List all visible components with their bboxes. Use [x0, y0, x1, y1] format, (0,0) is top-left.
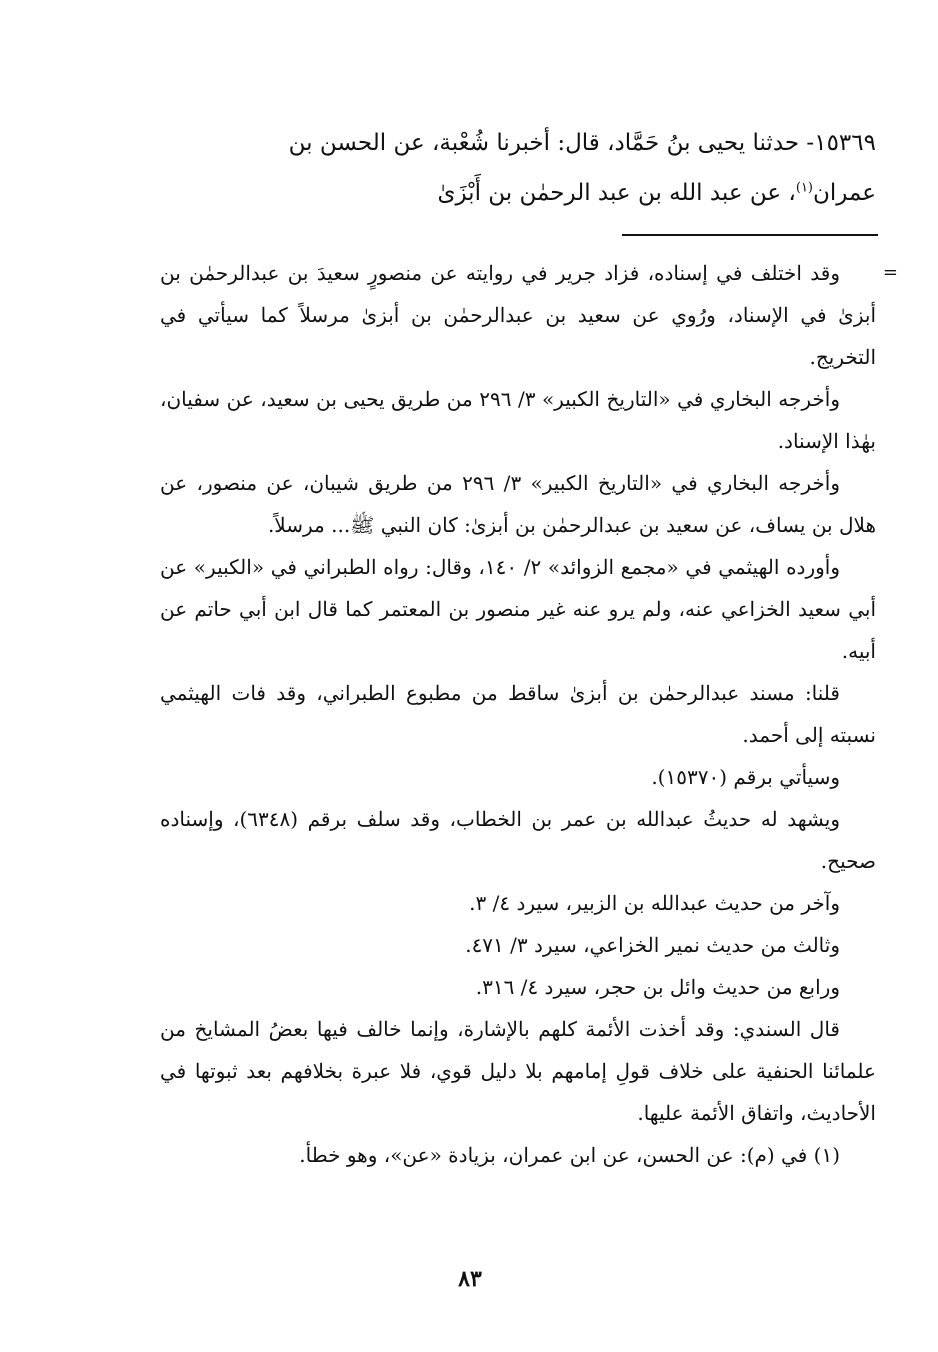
witness-line: ورابع من حديث وائل بن حجر، سيرد ٤/ ٣١٦. — [475, 975, 840, 999]
page-number: ٨٣ — [458, 1266, 482, 1292]
continuation-marker: = — [882, 262, 898, 283]
note-paragraph: وقد اختلف في إسناده، فزاد جرير في روايته عن منصورٍ سعيدَ بن عبدالرحمٰن بن أبزىٰ في الإسناد، ورُوي عن سعيد بن عبدالرحمٰن بن أبزىٰ مرسلاً كما سيأتي في التخريج. — [160, 261, 876, 369]
sindi-comment: قال السندي: وقد أخذت الأئمة كلهم بالإشارة، وإنما خالف فيها بعضُ المشايخ من علمائنا الحنفية على خلاف قولِ إمامهم بلا دليل قوي، فلا عبرة بخلافهم بعد ثبوتها في الأحاديث، واتفاق الأئمة عليها. — [160, 1017, 876, 1125]
hadith-line-2 — [160, 168, 876, 218]
note-paragraph: وأخرجه البخاري في «التاريخ الكبير» ٣/ ٢٩٦ من طريق يحيى بن سعيد، عن سفيان، بهٰذا الإسناد. — [160, 387, 876, 453]
witness-line: وثالث من حديث نمير الخزاعي، سيرد ٣/ ٤٧١. — [465, 933, 840, 957]
hadith-line-1: ١٥٣٦٩- حدثنا يحيى بنُ حَمَّاد، قال: أخبرنا شُعْبة، عن الحسن بن — [288, 130, 876, 156]
hadith-text — [160, 118, 876, 218]
note-paragraph: وأخرجه البخاري في «التاريخ الكبير» ٣/ ٢٩٦ من طريق شيبان، عن منصور، عن هلال بن يساف، عن سعيد بن عبدالرحمٰن بن أبزىٰ: كان النبي ﷺ... مرسلاً. — [160, 471, 876, 537]
hadith-line-2-end: ، عن عبد الله بن عبد الرحمٰن بن أَبْزَىٰ — [437, 180, 796, 206]
witness-line: وآخر من حديث عبدالله بن الزبير، سيرد ٤/ ٣. — [469, 891, 840, 915]
note-paragraph: وأورده الهيثمي في «مجمع الزوائد» ٢/ ١٤٠، وقال: رواه الطبراني في «الكبير» عن أبي سعيد الخزاعي عنه، ولم يرو عنه غير منصور بن المعتمر كما قال ابن أبي حاتم عن أبيه. — [160, 555, 876, 663]
note-paragraph: ويشهد له حديثُ عبدالله بن عمر بن الخطاب، وقد سلف برقم (٦٣٤٨)، وإسناده صحيح. — [160, 807, 876, 873]
footnote-1: (١) في (م): عن الحسن، عن ابن عمران، بزيادة «عن»، وهو خطأ. — [299, 1143, 840, 1167]
footnote-separator — [622, 234, 878, 236]
note-paragraph: قلنا: مسند عبدالرحمٰن بن أبزىٰ ساقط من مطبوع الطبراني، وقد فات الهيثمي نسبته إلى أحمد. — [160, 681, 876, 747]
footnote-reference: (١) — [795, 180, 813, 196]
hadith-line-2-start: عمران — [813, 180, 876, 206]
note-paragraph: وسيأتي برقم (١٥٣٧٠). — [651, 765, 840, 789]
footnotes — [160, 252, 898, 1176]
